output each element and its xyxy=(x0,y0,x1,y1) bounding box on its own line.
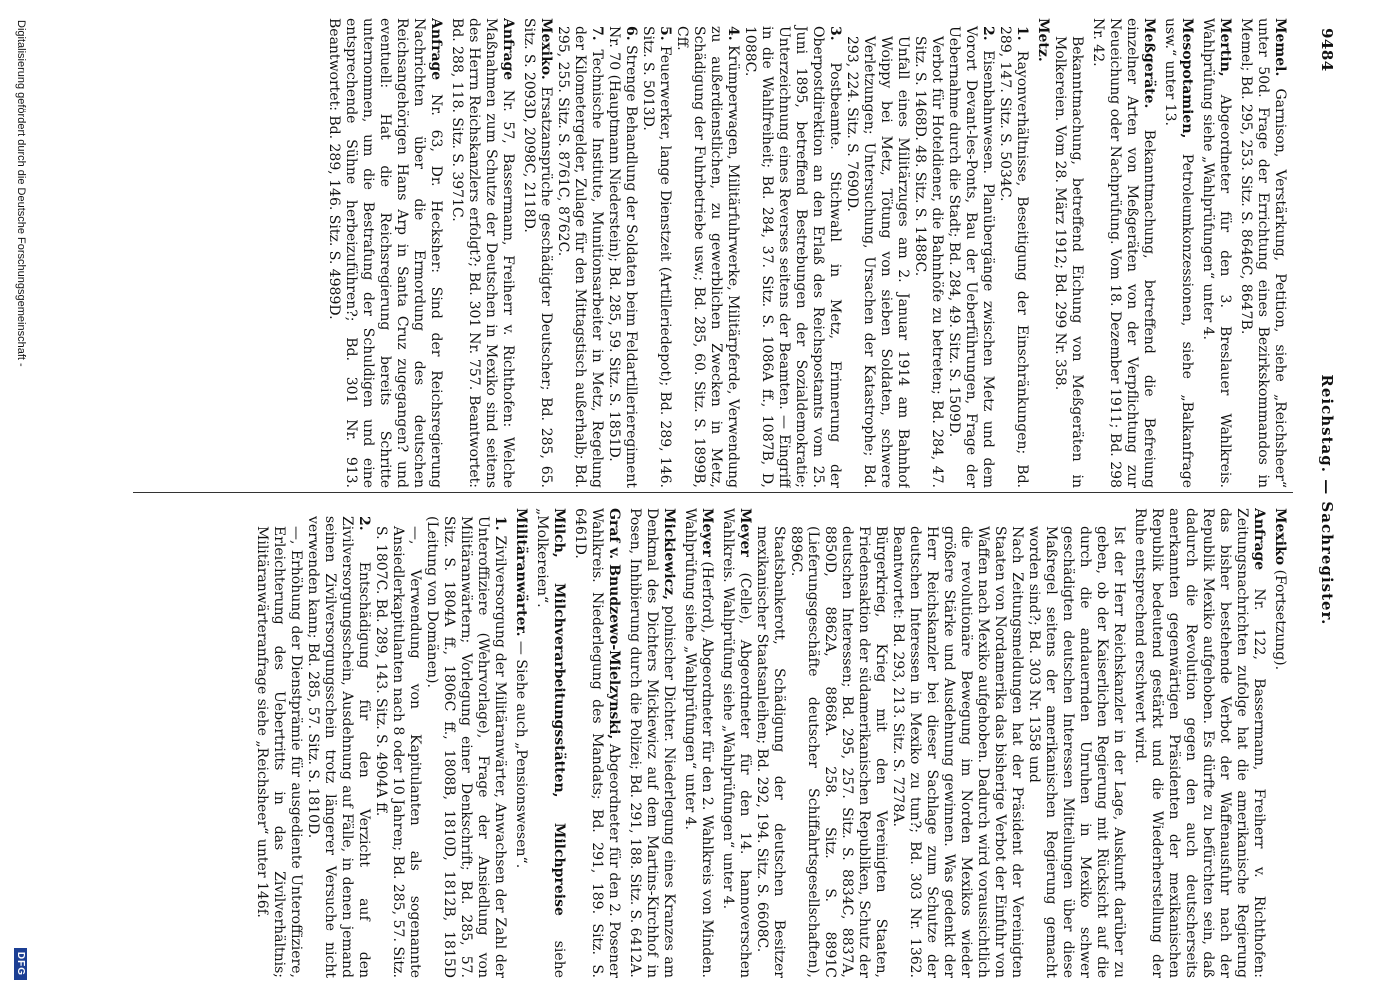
entry-text: Nr. 63, Dr. Hecksher: Sind der Reichsregierung Nachrichten über die Ermordung des deutschen Reichsangehörigen Hans Arp in Santa Cruz zugegangen? und eventuell: Hat die Reichsregierung bereits Schritte unternommen, um die Bestrafung der Schuldigen und eine entsprechende Sühne herbeizuführen?; Bd. 301 Nr. 913. Beantwortet: Bd. 289, 146. Sitz. S. 4989D. xyxy=(326,18,444,488)
entry-text: Bekanntmachung, betreffend die Befreiung einzelner Arten von Meßgeräten von der Verpflichtung zur Neueichung oder Nachprüfung. Vom 18. Dezember 1911; Bd. 298 Nr. 42. xyxy=(1090,18,1157,488)
column-divider xyxy=(133,492,1293,493)
entry-keyword: Metz. xyxy=(1035,18,1051,62)
entry-keyword: Meyer xyxy=(737,508,753,557)
entry-keyword: 2. xyxy=(980,26,996,41)
entry-text: Abgeordneter für den 2. Posener Wahlkreis. Niederlegung des Mandats; Bd. 291, 189. Sitz. S. 6461D. xyxy=(572,508,622,978)
index-entry xyxy=(554,18,605,488)
entry-text: Nach Zeitungsmeldungen hat der Präsident der Vereinigten Staaten von Nordamerika das bisherige Verbot der Einfuhr von Waffen nach Mexiko aufgehoben. Dadurch wird voraussichtlich die revolutionäre Bewegung im Norden Mexikos wieder größere Stärke und Ausdehnung gewinnen. Was gedenkt der Herr Reichskanzler bei dieser Sachlage zum Schutze der deutschen Interessen in Mexiko zu tun?; Bd. 303 Nr. 1362. Beantwortet: Bd. 293, 213. Sitz. S. 7278A. xyxy=(890,526,1025,978)
entry-text: Ist der Herr Reichskanzler in der Lage, Auskunft darüber zu geben, ob der Kaiserlichen Regierung mit Rücksicht auf die durch die andauernden Unruhen in Mexiko schwer geschädigten deutschen Interessen Mitteilungen über diese Maßregel seitens der amerikanischen Regierung gemacht worden sind?; Bd. 303 Nr. 1358 und xyxy=(1026,526,1127,978)
entry-keyword: 1. xyxy=(492,516,508,531)
index-entry xyxy=(325,18,444,488)
index-entry xyxy=(423,508,508,978)
entry-text: —, Verwendung von Kapitulanten als sogenannte Ansiedlerkapitulanten nach 8 oder 10 Jahren; Bd. 285, 57. Sitz. S. 1807C. Bd. 289, 143. Sitz. S. 4904A ff. xyxy=(373,526,423,978)
entry-keyword: Graf v. Bnudzewo-Mielzynski, xyxy=(606,508,622,740)
index-entry xyxy=(681,508,715,978)
index-entry xyxy=(1025,508,1127,978)
index-entry xyxy=(520,18,554,488)
entry-text: Unfall eines Militärzuges am 2. Januar 1914 am Bahnhof Woippy bei Metz, Tötung von sieben Soldaten, schwere Verletzungen; Untersuchung, Ursachen der Katastrophe; Bd. 293, 224. Sitz. S. 7690D. xyxy=(844,36,911,488)
index-entry xyxy=(1034,18,1051,488)
left-column xyxy=(68,18,1288,488)
index-entry xyxy=(911,18,945,488)
entry-keyword: Mexiko. xyxy=(538,18,554,80)
entry-text: Zivilversorgung der Militäranwärter, Anwachsen der Zahl der Unteroffiziere (Wehrvorlage), Frage der Ansiedlung von Militäranwärtern; Vorlegung einer Denkschrift; Bd. 285, 57. Sitz. S. 1804A ff., 1806C ff., 1808B, 1810D, 1812B, 1815D (Leitung von Domänen). xyxy=(424,516,508,978)
index-entry xyxy=(787,508,889,978)
entry-text: Ersatzansprüche geschädigter Deutscher; Bd. 285, 65. Sitz. S. 2093D, 2098C, 2118D. xyxy=(521,18,554,488)
entry-text: Rayonverhältnisse, Beseitigung der Einschränkungen; Bd. 289, 147. Sitz. S. 5034C. xyxy=(997,26,1030,488)
index-entry xyxy=(512,508,529,978)
entry-keyword: Anfrage xyxy=(1251,508,1267,571)
index-entry xyxy=(673,18,741,488)
entry-text: Krümperwagen, Militärfuhrwerke, Militärpferde, Verwendung zu außerdienstlichen, zu gewerblichen Zwecken in Metz, Schädigung der Fuhrbetriebe usw.; Bd. 285, 60. Sitz. S. 1899B, Cff. xyxy=(674,26,741,488)
entry-text: — Siehe auch „Pensionswesen“. xyxy=(513,640,529,869)
entry-keyword: 6. xyxy=(623,26,639,41)
index-entry xyxy=(605,18,639,488)
entry-keyword: Anfrage xyxy=(428,18,444,81)
index-entry xyxy=(741,18,843,488)
index-entry xyxy=(533,508,567,978)
page-title: Reichstag. — Sachregister. xyxy=(1318,374,1336,626)
dfg-credit-text: Digitalisierung gefördert durch die Deutsche Forschungsgemeinschaft - xyxy=(15,20,27,367)
index-entry xyxy=(1161,18,1195,488)
entry-text: Feuerwerker, lange Dienstzeit (Artilleriedepot); Bd. 289, 146. Sitz. S. 5013D. xyxy=(640,26,673,488)
page-number: 9484 xyxy=(1318,28,1336,72)
index-entry xyxy=(996,18,1030,488)
entry-keyword: Milch, Milchverarbeitungsstätten, Milchpreise xyxy=(551,508,567,916)
entry-keyword: Memel. xyxy=(1272,18,1288,77)
entry-text: Staatsbankerott, Schädigung der deutschen Besitzer mexikanischer Staatsanleihen; Bd. 292, 194. Sitz. S. 6608C. xyxy=(754,526,787,978)
entry-text: Technische Institute, Munitionsarbeiter in Metz, Regelung der Kilometergelder, Zulage für den Mittagstisch außerhalb; Bd. 295, 255. Sitz. S. 8761C, 8762C. xyxy=(555,26,605,488)
index-entry xyxy=(1237,18,1288,488)
index-entry xyxy=(719,508,753,978)
entry-keyword: 1. xyxy=(1014,26,1030,41)
index-entry xyxy=(945,18,996,488)
index-entry xyxy=(1199,18,1233,488)
index-entry xyxy=(1051,18,1085,488)
index-entry xyxy=(372,508,423,978)
index-entry xyxy=(1089,18,1157,488)
entry-keyword: Anfrage xyxy=(500,18,516,81)
entry-keyword: Mickiewicz, xyxy=(661,508,677,600)
dfg-logo: DFG xyxy=(15,948,28,980)
entry-text: Strenge Behandlung der Soldaten beim Feldartillerieregiment Nr. 70 (Hauptmann Niederstein); Bd. 285, 59. Sitz. S. 1851D. xyxy=(606,26,639,488)
entry-text: (Herford), Abgeordneter für den 2. Wahlkreis von Minden. Wahlprüfung siehe „Wahlprüfungen“ unter 4. xyxy=(682,508,715,978)
index-entry xyxy=(571,508,622,978)
index-entry xyxy=(1271,508,1288,978)
entry-keyword: 7. xyxy=(589,26,605,41)
index-entry xyxy=(889,508,1025,978)
index-entry xyxy=(304,508,372,978)
entry-text: Bürgerkrieg, Krieg mit den Vereinigten Staaten, Friedensaktion der südamerikanischen Republiken, Schutz der deutschen Interessen; Bd. 295, 257. Sitz. S. 8834C, 8837A, 8850D, 8862A, 8868A. 258. Sitz. S. 8891C (Lieferungsgeschäfte deutscher Schiffahrtsgesellschaften), 8896C. xyxy=(788,526,889,978)
index-entry xyxy=(448,18,516,488)
entry-text: Nr. 122, Bassermann, Freiherr v. Richthofen: Zeitungsnachrichten zufolge hat die amerikanische Regierung das bisher bestehende Verbot der Waffenausfuhr nach der Republik Mexiko aufgehoben. Es dürfte zu befürchten sein, daß dadurch die Revolution gegen den auch deutscherseits anerkannten gegenwärtigen Präsidenten der mexikanischen Republik bedeutend gestärkt und die Wiederherstellung der Ruhe entsprechend erschwert wird. xyxy=(1132,508,1267,978)
entry-keyword: Mertin, xyxy=(1217,18,1233,77)
entry-text: polnischer Dichter. Niederlegung eines Kranzes am Denkmal des Dichters Mickiewicz auf dem Martins-Kirchhof in Posen, Inhibierung durch die Polizei; Bd. 291, 188. Sitz. S. 6412A. xyxy=(627,508,677,978)
entry-text: Postbeamte. Stichwahl in Metz, Erinnerung der Oberpostdirektion an den Erlaß des Reichspostamts vom 25. Juni 1895, betreffend Bestrebungen der Sozialdemokratie; Unterzeichnung eines Reverses seitens der Beamten. — Eingriff in die Wahlfreiheit; Bd. 284, 37. Sitz. S. 1086A ff., 1087B, D, 1088C. xyxy=(742,26,843,488)
entry-text: Garnison, Verstärkung, Petition, siehe „Reichsheer“ unter 50d. Frage der Errichtung eines Bezirkskommandos in Memel; Bd. 295, 253. Sitz. S. 8646C, 8647B. xyxy=(1238,18,1288,488)
index-entry xyxy=(626,508,677,978)
entry-keyword: Mexiko xyxy=(1272,508,1288,566)
right-column xyxy=(68,508,1288,978)
entry-text: (Fortsetzung). xyxy=(1272,569,1288,671)
index-entry xyxy=(753,508,787,978)
entry-text: siehe „Molkereien“. xyxy=(534,508,567,978)
entry-keyword: 3. xyxy=(827,26,843,41)
entry-text: Petroleumkonzessionen, siehe „Balkanfrage usw.“ unter 13. xyxy=(1162,18,1195,488)
digitization-footer xyxy=(11,20,31,980)
index-entry xyxy=(1131,508,1267,978)
index-entry xyxy=(639,18,673,488)
entry-text: Eisenbahnwesen. Planübergänge zwischen Metz und dem Vorort Devant-les-Ponts, Bau der Ueberführungen, Frage der Uebernahme durch die Stadt; Bd. 284, 49. Sitz. S. 1509D. xyxy=(946,26,996,488)
entry-text: Entschädigung für den Verzicht auf den Zivilversorgungsschein, Ausdehnung auf Fälle, in denen jemand seinen Zivilversorgungsschein trotz längerer Versuche nicht verwenden kann; Bd. 285, 57. Sitz. S. 1810D. xyxy=(305,516,372,978)
entry-text: Nr. 57, Bassermann, Freiherr v. Richthofen: Welche Maßnahmen zum Schutze der Deutschen in Mexiko sind seitens des Herrn Reichskanzlers erfolgt?; Bd. 301 Nr. 757. Beantwortet: Bd. 288, 118. Sitz. S. 3971C. xyxy=(449,18,516,488)
entry-text: —, Erhöhung der Dienstprämie für ausgediente Unteroffiziere, Erleichterung des Uebertritts in das Zivilverhältnis; Militäranwärteranfrage siehe „Reichsheer“ unter 146f. xyxy=(254,526,304,978)
entry-text: Abgeordneter für den 3. Breslauer Wahlkreis. Wahlprüfung siehe „Wahlprüfungen“ unter 4. xyxy=(1200,18,1233,488)
index-entry xyxy=(843,18,911,488)
entry-keyword: Meyer xyxy=(699,508,715,557)
entry-keyword: 2. xyxy=(356,516,372,531)
entry-text: Verbot für Hoteldiener, die Bahnhöfe zu betreten; Bd. 284, 47. Sitz. S. 1468D. 48. Sitz. S. 1488C. xyxy=(912,36,945,488)
entry-keyword: Militäranwärter. xyxy=(513,508,529,637)
page-header xyxy=(1311,28,1343,968)
entry-keyword: 5. xyxy=(657,26,673,41)
entry-keyword: Mesopotamien, xyxy=(1179,18,1195,139)
entry-keyword: Meßgeräte. xyxy=(1141,18,1157,109)
entry-keyword: 4. xyxy=(725,26,741,41)
entry-text: (Celle), Abgeordneter für den 14. hannoverschen Wahlkreis. Wahlprüfung siehe „Wahlprüfungen“ unter 4. xyxy=(720,508,753,978)
index-entry xyxy=(253,508,304,978)
entry-text: Bekanntmachung, betreffend Eichung von Meßgeräten in Molkereien. Vom 28. März 1912; Bd. 299 Nr. 358. xyxy=(1052,36,1085,488)
